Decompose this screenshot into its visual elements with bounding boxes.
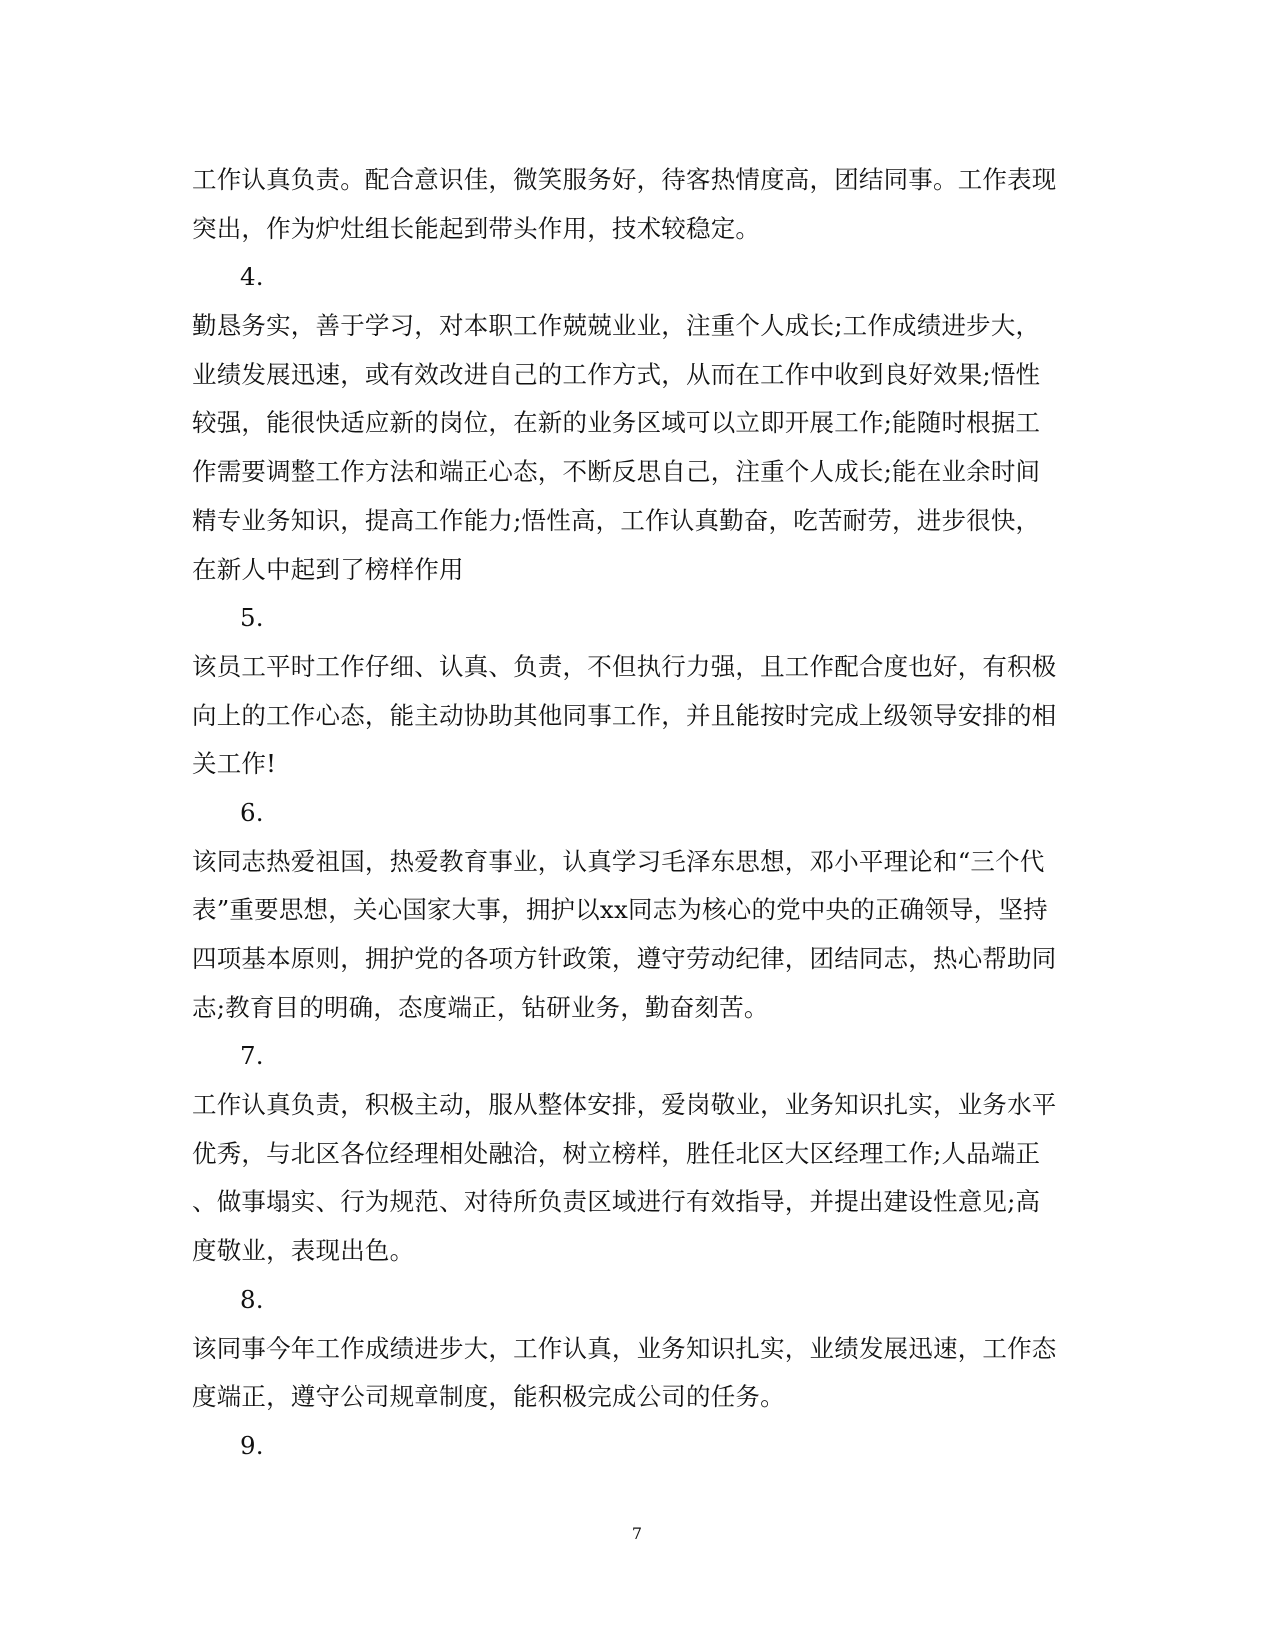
text-line: 精专业务知识，提高工作能力;悟性高，工作认真勤奋，吃苦耐劳，进步很快， — [192, 505, 1041, 535]
text-line: 勤恳务实，善于学习，对本职工作兢兢业业，注重个人成长;工作成绩进步大， — [192, 311, 1041, 341]
text-line: 、做事塌实、行为规范、对待所负责区域进行有效指导，并提出建设性意见;高 — [192, 1187, 1041, 1217]
text-line: 该同事今年工作成绩进步大，工作认真，业务知识扎实，业绩发展迅速，工作态 — [192, 1333, 1057, 1363]
text-line: 业绩发展迅速，或有效改进自己的工作方式，从而在工作中收到良好效果;悟性 — [192, 359, 1041, 389]
text-line: 度端正，遵守公司规章制度，能积极完成公司的任务。 — [192, 1382, 785, 1412]
text-line: 在新人中起到了榜样作用 — [192, 554, 464, 584]
item-number: 7. — [240, 1041, 264, 1071]
item-number: 4. — [240, 262, 264, 292]
item-number: 8. — [240, 1284, 264, 1314]
text-line: 该员工平时工作仔细、认真、负责，不但执行力强，且工作配合度也好，有积极 — [192, 651, 1057, 681]
item-number: 6. — [240, 797, 264, 827]
text-line: 关工作! — [192, 749, 277, 779]
text-line: 工作认真负责，积极主动，服从整体安排，爱岗敬业，业务知识扎实，业务水平 — [192, 1090, 1057, 1120]
text-line: 该同志热爱祖国，热爱教育事业，认真学习毛泽东思想，邓小平理论和“三个代 — [192, 846, 1045, 876]
text-line: 志;教育目的明确，态度端正，钻研业务，勤奋刻苦。 — [192, 992, 769, 1022]
text-line: 工作认真负责。配合意识佳，微笑服务好，待客热情度高，团结同事。工作表现 — [192, 165, 1057, 194]
item-number: 9. — [240, 1430, 264, 1460]
text-line: 四项基本原则，拥护党的各项方针政策，遵守劳动纪律，团结同志，热心帮助同 — [192, 944, 1057, 973]
text-line: 较强，能很快适应新的岗位，在新的业务区域可以立即开展工作;能随时根据工 — [192, 408, 1041, 438]
text-line: 向上的工作心态，能主动协助其他同事工作，并且能按时完成上级领导安排的相 — [192, 700, 1057, 730]
document-body — [192, 156, 1072, 1471]
item-number: 5. — [240, 603, 264, 633]
page-number: 7 — [631, 1524, 643, 1543]
text-line: 优秀，与北区各位经理相处融洽，树立榜样，胜任北区大区经理工作;人品端正 — [192, 1138, 1041, 1168]
text-line: 作需要调整工作方法和端正心态，不断反思自己，注重个人成长;能在业余时间 — [192, 457, 1041, 487]
text-line: 突出，作为炉灶组长能起到带头作用，技术较稳定。 — [192, 213, 761, 243]
text-line: 表”重要思想，关心国家大事，拥护以xx同志为核心的党中央的正确领导，坚持 — [192, 895, 1048, 925]
text-line: 度敬业，表现出色。 — [192, 1236, 415, 1266]
